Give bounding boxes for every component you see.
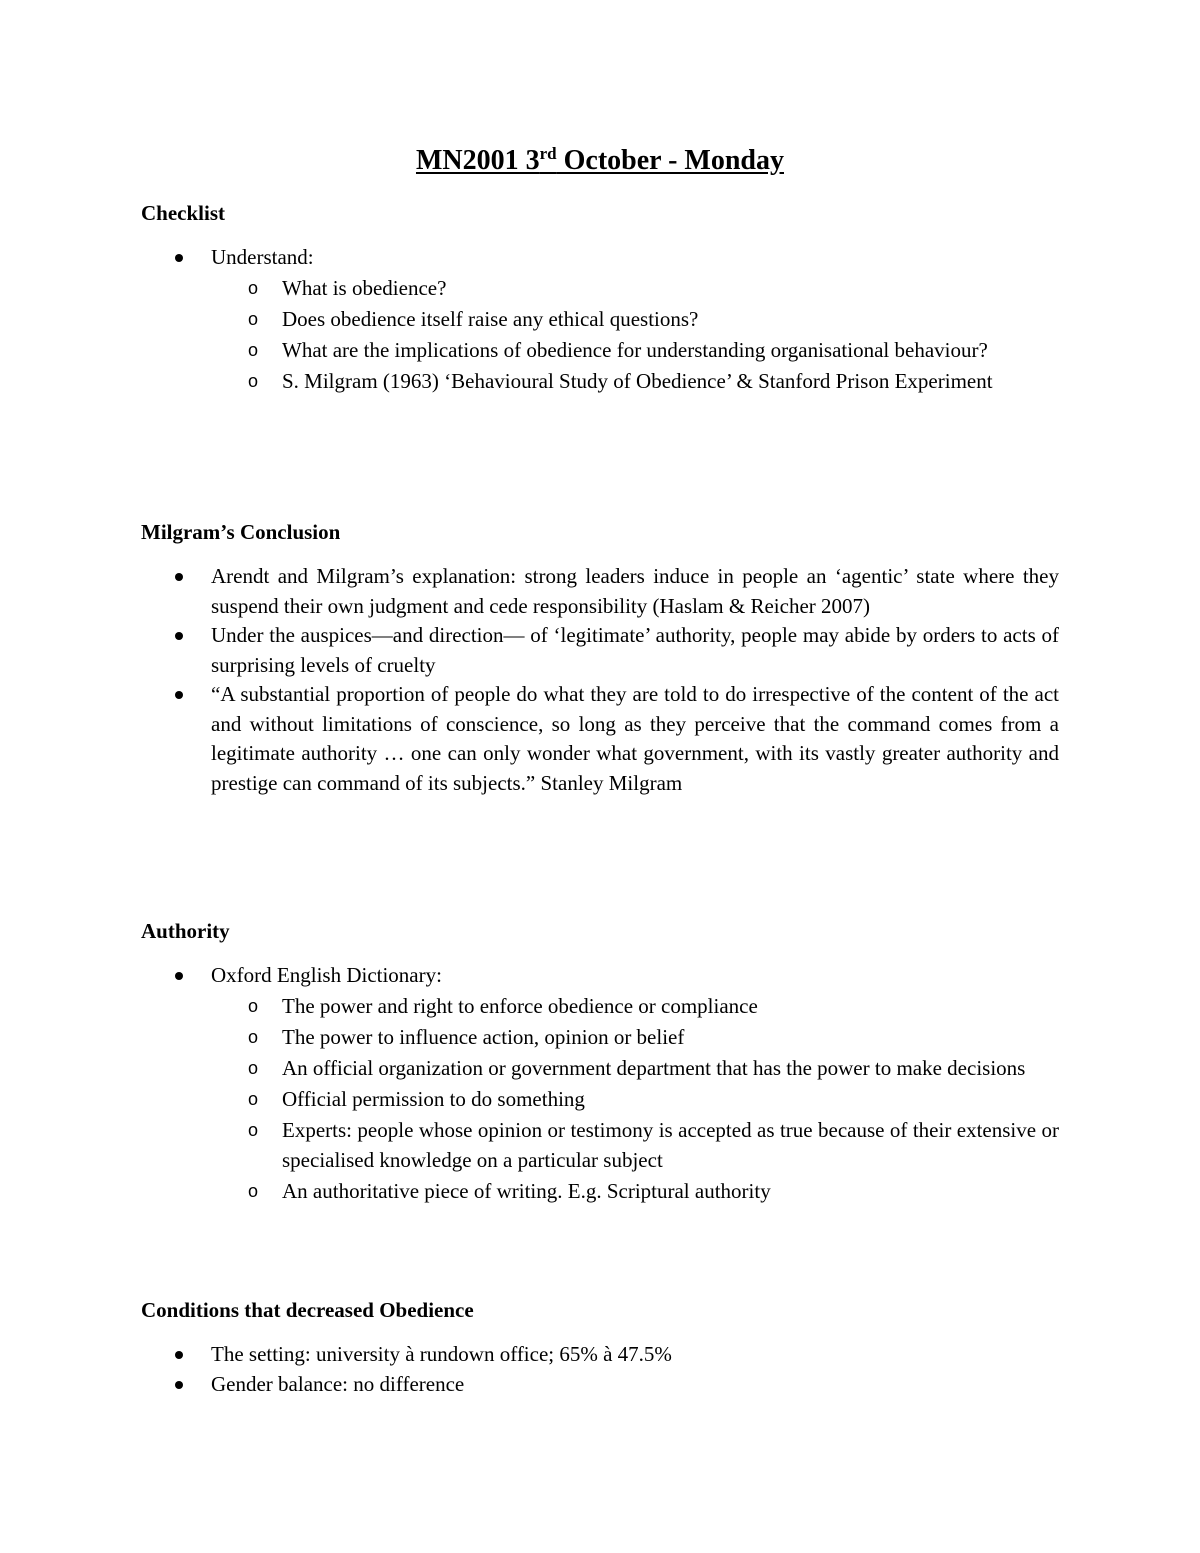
circle-bullet-icon: o [248,340,259,360]
title-text-rest: October - Monday [556,145,784,176]
list-item-text: The setting: university à rundown office; 65% à 47.5% [211,1342,672,1366]
list-item [141,961,1059,1206]
section-authority [141,917,1059,1206]
bullet-icon [175,254,183,262]
sub-list-item [211,336,1059,366]
sub-list-item [211,367,1059,397]
bullet-icon [175,691,183,699]
circle-bullet-icon: o [248,1027,259,1047]
list-item [141,680,1059,798]
section-heading: Conditions that decreased Obedience [141,1298,474,1322]
sub-list-item-text: What are the implications of obedience for understanding organisational behaviour? [282,338,988,362]
sub-list-item [211,1116,1059,1175]
bullet-icon [175,1351,183,1359]
sub-list [211,992,1059,1206]
title-text: MN2001 3 [415,145,540,176]
list-item [141,243,1059,397]
sub-list-item [211,1085,1059,1115]
list-item-text: Under the auspices—and direction— of ‘legitimate’ authority, people may abide by orders to acts of surprising levels of cruelty [211,623,1059,677]
sub-list-item [211,1023,1059,1053]
bullet-list [141,1340,1059,1399]
sub-list-item [211,305,1059,335]
list-item-text: Gender balance: no difference [211,1371,465,1396]
bullet-icon [175,1381,183,1389]
circle-bullet-icon: o [248,309,259,329]
sub-list-item [211,992,1059,1022]
sub-list-item [211,1054,1059,1084]
section-conditions [141,1296,1059,1399]
sub-list-item [211,1177,1059,1207]
sub-list-item-text: The power and right to enforce obedience or compliance [282,994,758,1018]
list-item [141,1340,1059,1370]
list-item-text: Oxford English Dictionary: [211,963,442,987]
sub-list-item [211,274,1059,304]
circle-bullet-icon: o [248,996,259,1016]
section-milgram-conclusion [141,518,1059,798]
bullet-list [141,243,1059,397]
sub-list-item-text: What is obedience? [282,276,447,300]
bullet-list [141,562,1059,798]
document-title [141,143,1059,179]
circle-bullet-icon: o [248,1058,259,1078]
sub-list-item-text: S. Milgram (1963) ‘Behavioural Study of Obedience’ & Stanford Prison Experiment [282,369,993,393]
sub-list-item-text: Experts: people whose opinion or testimony is accepted as true because of their extensive or specialised knowledge on a particular subject [282,1118,1059,1172]
list-item [141,621,1059,680]
section-heading: Milgram’s Conclusion [141,520,341,544]
list-item-text: Arendt and Milgram’s explanation: strong leaders induce in people an ‘agentic’ state where they suspend their own judgment and cede responsibility (Haslam & Reicher 2007) [211,564,1059,618]
bullet-icon [175,632,183,640]
section-checklist [141,199,1059,397]
sub-list [211,274,1059,397]
bullet-icon [175,573,183,581]
list-item [141,562,1059,621]
list-item-text: “A substantial proportion of people do what they are told to do irrespective of the content of the act and without limitations of conscience, so long as they perceive that the command comes from a legitimate authority … one can only wonder what government, with its vastly greater authority and prestige can command of its subjects.” Stanley Milgram [211,682,1059,795]
sub-list-item-text: Official permission to do something [282,1087,585,1111]
sub-list-item-text: The power to influence action, opinion or belief [282,1025,685,1049]
section-heading: Authority [141,919,230,943]
title-superscript: rd [539,144,557,163]
bullet-icon [175,972,183,980]
sub-list-item-text: An official organization or government department that has the power to make decisions [282,1056,1026,1080]
circle-bullet-icon: o [248,1180,259,1201]
circle-bullet-icon: o [248,371,259,391]
sub-list-item-text: Does obedience itself raise any ethical questions? [282,307,699,331]
sub-list-item-text: An authoritative piece of writing. E.g. Scriptural authority [282,1178,771,1203]
circle-bullet-icon: o [248,1089,259,1109]
list-item [141,1370,1059,1400]
circle-bullet-icon: o [248,1120,259,1140]
bullet-list [141,961,1059,1206]
list-item-text: Understand: [211,245,314,269]
section-heading: Checklist [141,201,225,225]
circle-bullet-icon: o [248,278,259,298]
